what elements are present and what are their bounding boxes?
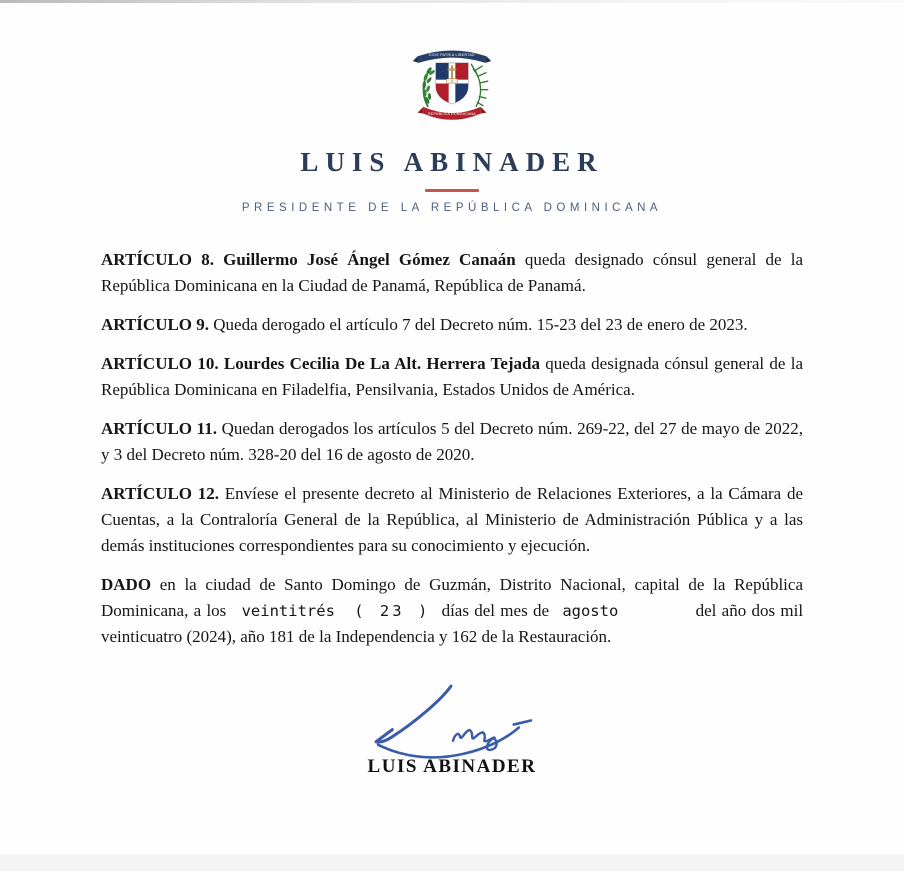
article-12-label: ARTÍCULO 12. <box>101 484 220 503</box>
laurel-branch <box>422 66 435 106</box>
shield-quarter-br <box>455 83 470 106</box>
article-9-paragraph <box>101 312 803 338</box>
dado-label: DADO <box>101 575 152 594</box>
article-8-paragraph <box>101 247 803 299</box>
shield <box>434 61 470 106</box>
palm-branch <box>471 64 488 107</box>
bottom-banner-end-left <box>418 107 424 114</box>
article-10-text: queda designada cónsul general de la República Dominicana en Filadelfia, Pensilvania, Estados Unidos de América. <box>101 354 804 399</box>
article-10-appointee-name: Lourdes Cecilia De La Alt. Herrera Tejada <box>223 354 540 373</box>
signature-scribble <box>366 678 538 764</box>
article-11-paragraph <box>101 416 803 468</box>
article-10-label: ARTÍCULO 10. <box>101 354 219 373</box>
shield-quarter-tl <box>434 61 449 80</box>
article-12-text: Envíese el presente decreto al Ministerio de Relaciones Exteriores, a la Cámara de Cuentas, a la Contraloría General de la República, al Ministerio de Administración Pública y a las demás instituciones correspondientes para su conocimiento y ejecución. <box>101 484 804 555</box>
signature-ink <box>0 678 904 764</box>
top-banner-text: DIOS PATRIA LIBERTAD <box>429 53 475 58</box>
signature-block <box>0 678 904 778</box>
bottom-banner-end-right <box>481 107 487 114</box>
signatory-name: LUIS ABINADER <box>367 756 537 777</box>
fill-in-month: agosto <box>562 602 619 620</box>
fill-in-day-word: veintitrés <box>241 602 335 620</box>
dado-text-2: días del mes de <box>441 601 550 620</box>
fill-in-day-number: ( 23 ) <box>354 602 431 620</box>
bottom-banner-text: REPÚBLICA DOMINICANA <box>428 112 476 117</box>
decree-body <box>101 247 803 650</box>
shield-quarter-bl <box>434 83 449 106</box>
president-name: LUIS ABINADER <box>300 147 604 177</box>
coat-of-arms-dominican-republic <box>403 40 501 126</box>
article-10-paragraph <box>101 351 803 403</box>
top-banner-end-right <box>485 56 491 63</box>
scan-top-edge <box>0 0 904 3</box>
article-8-text: queda designado cónsul general de la República Dominicana en la Ciudad de Panamá, República de Panamá. <box>101 250 803 295</box>
shield-quarter-tr <box>455 61 470 80</box>
coat-of-arms-graphic <box>403 40 501 126</box>
article-9-text: Queda derogado el artículo 7 del Decreto núm. 15-23 del 23 de enero de 2023. <box>213 315 748 334</box>
top-banner-end-left <box>413 56 419 63</box>
dado-text-3: del año dos mil veinticuatro (2024), año 181 de la Independencia y 162 de la Restauración. <box>101 601 804 646</box>
article-11-label: ARTÍCULO 11. <box>101 419 217 438</box>
scan-bottom-edge <box>0 854 904 871</box>
dado-text-1: en la ciudad de Santo Domingo de Guzmán, Distrito Nacional, capital de la República Dominicana, a los <box>101 575 803 620</box>
red-divider <box>425 189 479 192</box>
dado-paragraph <box>101 572 803 650</box>
president-title: PRESIDENTE DE LA REPÚBLICA DOMINICANA <box>241 202 663 214</box>
article-11-text: Quedan derogados los artículos 5 del Decreto núm. 269-22, del 27 de mayo de 2022, y 3 del Decreto núm. 328-20 del 16 de agosto de 2020. <box>101 419 803 464</box>
article-12-paragraph <box>101 481 803 559</box>
article-8-label: ARTÍCULO 8. <box>101 250 214 269</box>
article-8-appointee-name: Guillermo José Ángel Gómez Canaán <box>223 250 516 269</box>
article-9-label: ARTÍCULO 9. <box>101 315 210 334</box>
letterhead <box>0 0 904 214</box>
